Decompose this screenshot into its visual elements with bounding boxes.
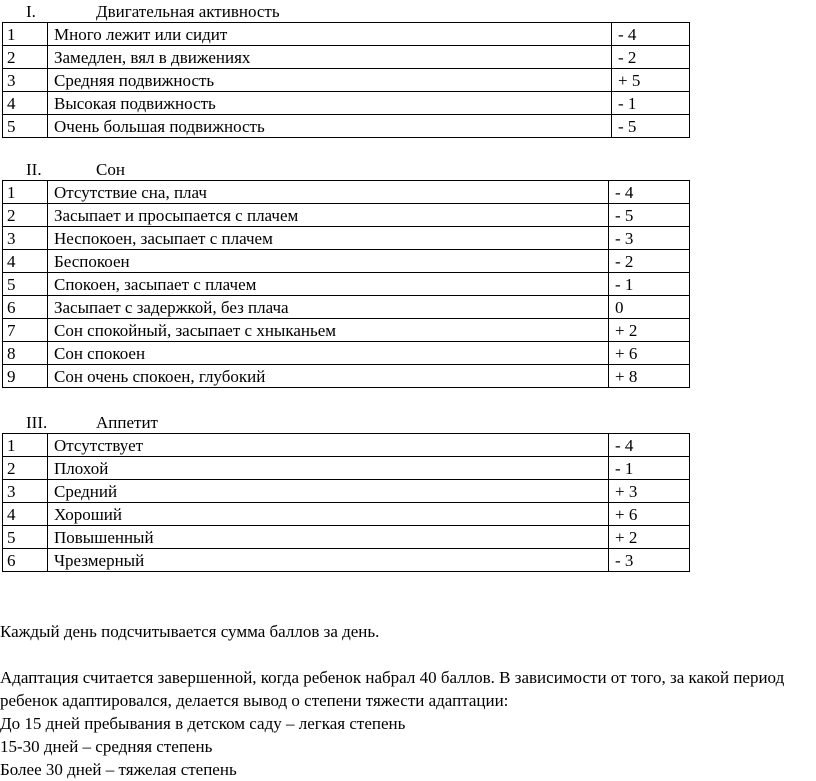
row-label: Отсутствует xyxy=(48,434,609,457)
row-score: + 6 xyxy=(609,342,690,365)
row-score: - 1 xyxy=(609,457,690,480)
row-score: - 5 xyxy=(612,115,690,138)
row-label: Средняя подвижность xyxy=(48,69,612,92)
row-label: Отсутствие сна, плач xyxy=(48,181,609,204)
row-number: 6 xyxy=(3,296,48,319)
row-score: - 4 xyxy=(609,434,690,457)
row-number: 2 xyxy=(3,46,48,69)
row-score: - 1 xyxy=(609,273,690,296)
adaptation-level-severe: Более 30 дней – тяжелая степень xyxy=(0,760,237,779)
section-heading xyxy=(0,160,690,180)
row-number: 3 xyxy=(3,69,48,92)
section-number: II. xyxy=(26,160,42,179)
table-row xyxy=(3,549,690,572)
table-row xyxy=(3,319,690,342)
table-row xyxy=(3,342,690,365)
row-label: Спокоен, засыпает с плачем xyxy=(48,273,609,296)
score-table-body xyxy=(3,434,690,572)
daily-sum-note: Каждый день подсчитывается сумма баллов за день. xyxy=(0,622,380,641)
row-number: 8 xyxy=(3,342,48,365)
section-heading xyxy=(0,413,690,433)
table-row xyxy=(3,204,690,227)
section-number: III. xyxy=(26,413,48,432)
row-number: 1 xyxy=(3,23,48,46)
row-number: 3 xyxy=(3,227,48,250)
row-label: Повышенный xyxy=(48,526,609,549)
table-row xyxy=(3,46,690,69)
row-score: + 3 xyxy=(609,480,690,503)
table-row xyxy=(3,250,690,273)
row-number: 5 xyxy=(3,526,48,549)
table-row xyxy=(3,69,690,92)
table-row xyxy=(3,227,690,250)
table-row xyxy=(3,457,690,480)
table-row xyxy=(3,115,690,138)
row-score: + 2 xyxy=(609,319,690,342)
table-row xyxy=(3,296,690,319)
row-number: 4 xyxy=(3,503,48,526)
score-table-body xyxy=(3,181,690,388)
table-row xyxy=(3,503,690,526)
row-number: 1 xyxy=(3,181,48,204)
section-motor-activity xyxy=(0,2,690,138)
section-heading xyxy=(0,2,690,22)
row-label: Неспокоен, засыпает с плачем xyxy=(48,227,609,250)
row-number: 9 xyxy=(3,365,48,388)
row-score: + 5 xyxy=(612,69,690,92)
table-row xyxy=(3,23,690,46)
row-number: 2 xyxy=(3,204,48,227)
row-label: Высокая подвижность xyxy=(48,92,612,115)
row-score: 0 xyxy=(609,296,690,319)
row-label: Средний xyxy=(48,480,609,503)
row-number: 4 xyxy=(3,250,48,273)
row-score: + 8 xyxy=(609,365,690,388)
table-row xyxy=(3,434,690,457)
row-label: Беспокоен xyxy=(48,250,609,273)
row-label: Сон спокойный, засыпает с хныканьем xyxy=(48,319,609,342)
row-score: - 4 xyxy=(609,181,690,204)
row-score: - 2 xyxy=(612,46,690,69)
section-title: Аппетит xyxy=(96,413,158,432)
score-table xyxy=(2,22,690,138)
row-label: Много лежит или сидит xyxy=(48,23,612,46)
adaptation-level-moderate: 15-30 дней – средняя степень xyxy=(0,737,213,756)
section-number: I. xyxy=(26,2,36,21)
row-score: - 4 xyxy=(612,23,690,46)
notes-block xyxy=(0,620,800,781)
score-table xyxy=(2,180,690,388)
score-table-body xyxy=(3,23,690,138)
row-label: Засыпает с задержкой, без плача xyxy=(48,296,609,319)
row-label: Засыпает и просыпается с плачем xyxy=(48,204,609,227)
section-sleep xyxy=(0,160,690,388)
row-label: Хороший xyxy=(48,503,609,526)
row-score: - 1 xyxy=(612,92,690,115)
row-score: - 3 xyxy=(609,227,690,250)
row-number: 1 xyxy=(3,434,48,457)
score-table xyxy=(2,433,690,572)
row-label: Замедлен, вял в движениях xyxy=(48,46,612,69)
section-title: Двигательная активность xyxy=(96,2,280,21)
row-label: Сон спокоен xyxy=(48,342,609,365)
row-number: 3 xyxy=(3,480,48,503)
row-score: - 3 xyxy=(609,549,690,572)
table-row xyxy=(3,273,690,296)
row-number: 7 xyxy=(3,319,48,342)
row-number: 6 xyxy=(3,549,48,572)
table-row xyxy=(3,92,690,115)
row-label: Чрезмерный xyxy=(48,549,609,572)
row-score: + 2 xyxy=(609,526,690,549)
row-score: - 5 xyxy=(609,204,690,227)
adaptation-level-mild: До 15 дней пребывания в детском саду – легкая степень xyxy=(0,714,406,733)
row-number: 4 xyxy=(3,92,48,115)
adaptation-note: Адаптация считается завершенной, когда ребенок набрал 40 баллов. В зависимости от того, за какой период ребенок адаптировался, делается вывод о степени тяжести адаптации: xyxy=(0,668,785,710)
row-label: Плохой xyxy=(48,457,609,480)
row-score: - 2 xyxy=(609,250,690,273)
row-label: Сон очень спокоен, глубокий xyxy=(48,365,609,388)
row-number: 5 xyxy=(3,273,48,296)
section-appetite xyxy=(0,413,690,572)
row-number: 5 xyxy=(3,115,48,138)
section-title: Сон xyxy=(96,160,125,179)
table-row xyxy=(3,480,690,503)
table-row xyxy=(3,526,690,549)
table-row xyxy=(3,365,690,388)
row-score: + 6 xyxy=(609,503,690,526)
table-row xyxy=(3,181,690,204)
row-number: 2 xyxy=(3,457,48,480)
row-label: Очень большая подвижность xyxy=(48,115,612,138)
